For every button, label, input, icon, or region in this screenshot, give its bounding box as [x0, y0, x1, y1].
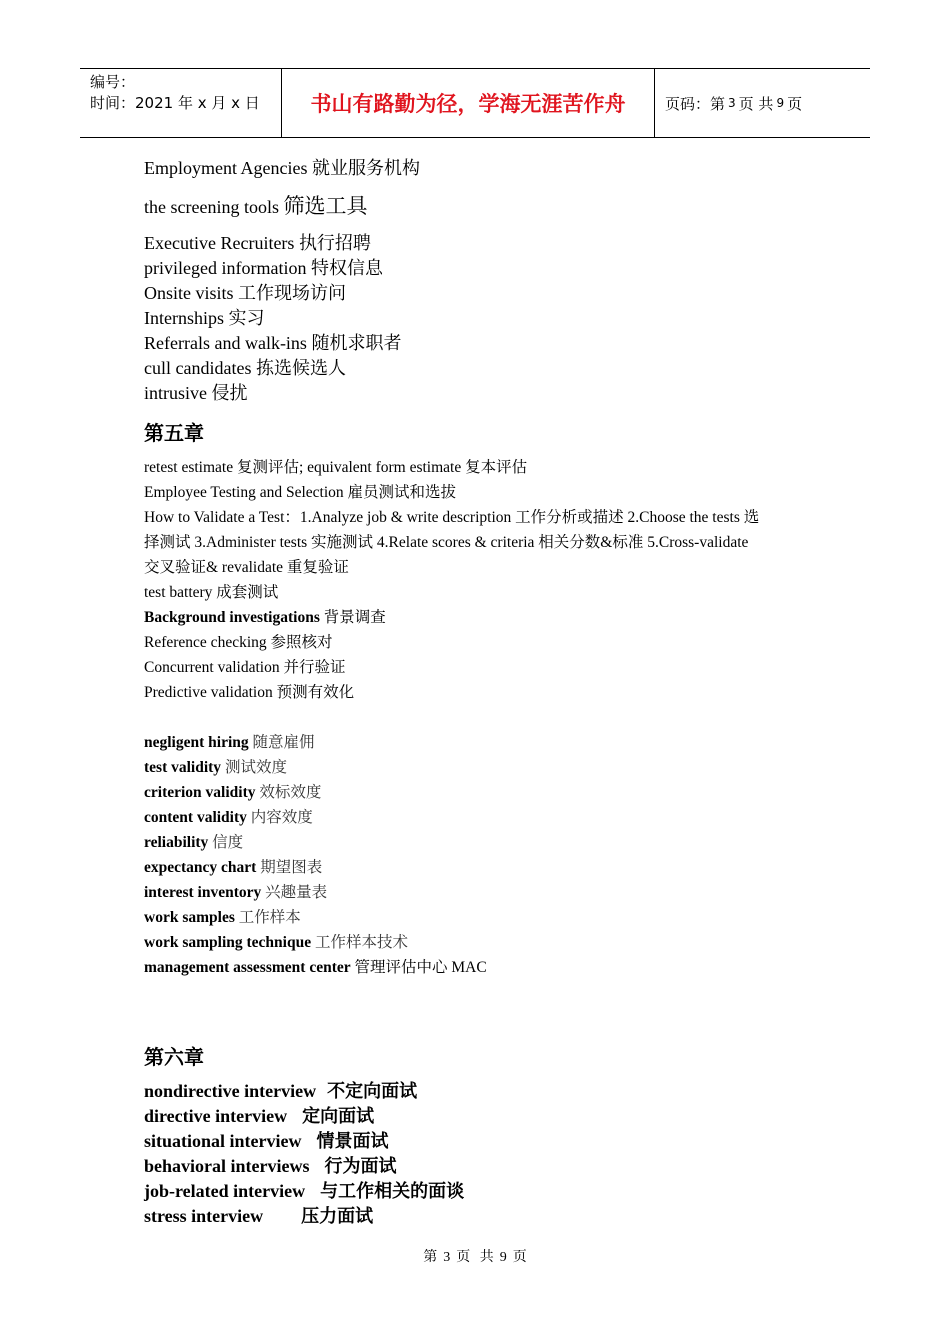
- time-label: 时间：2021 年 x 月 x 日: [90, 94, 260, 112]
- text-line: Employee Testing and Selection 雇员测试和选拔: [144, 484, 457, 501]
- text-line: How to Validate a Test：1.Analyze job & write description 工作分析或描述 2.Choose the tests 选: [144, 509, 760, 526]
- term-line: test validity 测试效度: [144, 759, 287, 776]
- chapter-6-title: 第六章: [144, 1045, 204, 1069]
- term-line: Executive Recruiters 执行招聘: [144, 233, 371, 253]
- term-line: cull candidates 拣选候选人: [144, 358, 346, 378]
- term-line: management assessment center 管理评估中心 MAC: [144, 959, 487, 976]
- term-line: stress interview 压力面试: [144, 1206, 374, 1226]
- term-line: content validity 内容效度: [144, 809, 313, 826]
- term-line: intrusive 侵扰: [144, 383, 248, 403]
- term-line: criterion validity 效标效度: [144, 784, 322, 801]
- term-line: reliability 信度: [144, 834, 244, 851]
- text-line: 择测试 3.Administer tests 实施测试 4.Relate scores & criteria 相关分数&标准 5.Cross-validate: [144, 534, 749, 551]
- term-line: expectancy chart 期望图表: [144, 859, 323, 876]
- text-line: Reference checking 参照核对: [144, 634, 333, 651]
- page-total: 9: [776, 96, 785, 110]
- term-line: negligent hiring 随意雇佣: [144, 734, 315, 751]
- document-body: [144, 156, 824, 1229]
- page-suffix: 页: [787, 94, 803, 113]
- chapter-5-title: 第五章: [144, 421, 204, 445]
- header-page-info: [655, 69, 870, 137]
- document-header: [80, 68, 870, 138]
- term-line: work samples 工作样本: [144, 909, 301, 926]
- header-motto: 书山有路勤为径，学海无涯苦作舟: [282, 69, 655, 137]
- text-line: Background investigations 背景调查: [144, 609, 386, 626]
- term-line: job-related interview 与工作相关的面谈: [144, 1181, 465, 1201]
- page-mid: 页 共: [738, 94, 774, 113]
- term-line: behavioral interviews 行为面试: [144, 1156, 397, 1176]
- term-line: directive interview 定向面试: [144, 1106, 375, 1126]
- term-line: Internships 实习: [144, 308, 265, 328]
- text-line: Concurrent validation 并行验证: [144, 659, 346, 676]
- term-line: nondirective interview 不定向面试: [144, 1081, 418, 1101]
- number-label: 编号：: [90, 73, 136, 91]
- term-line: Onsite visits 工作现场访问: [144, 283, 347, 303]
- page-prefix: 页码：第: [665, 94, 726, 113]
- spacer: [144, 705, 824, 730]
- term-line: interest inventory 兴趣量表: [144, 884, 328, 901]
- term-line: situational interview 情景面试: [144, 1131, 389, 1151]
- text-line: 交叉验证& revalidate 重复验证: [144, 559, 349, 576]
- term-line: work sampling technique 工作样本技术: [144, 934, 408, 951]
- page-current: 3: [728, 96, 736, 110]
- term-line: privileged information 特权信息: [144, 258, 383, 278]
- header-left-cell: [80, 69, 282, 137]
- term-line: Referrals and walk-ins 随机求职者: [144, 333, 402, 353]
- term-line: Employment Agencies 就业服务机构: [144, 158, 420, 178]
- page-footer: 第 3 页 共 9 页: [423, 1250, 527, 1265]
- text-line: retest estimate 复测评估; equivalent form estimate 复本评估: [144, 459, 528, 476]
- term-line: the screening tools 筛选工具: [144, 194, 368, 218]
- text-line: Predictive validation 预测有效化: [144, 684, 355, 701]
- text-line: test battery 成套测试: [144, 584, 279, 601]
